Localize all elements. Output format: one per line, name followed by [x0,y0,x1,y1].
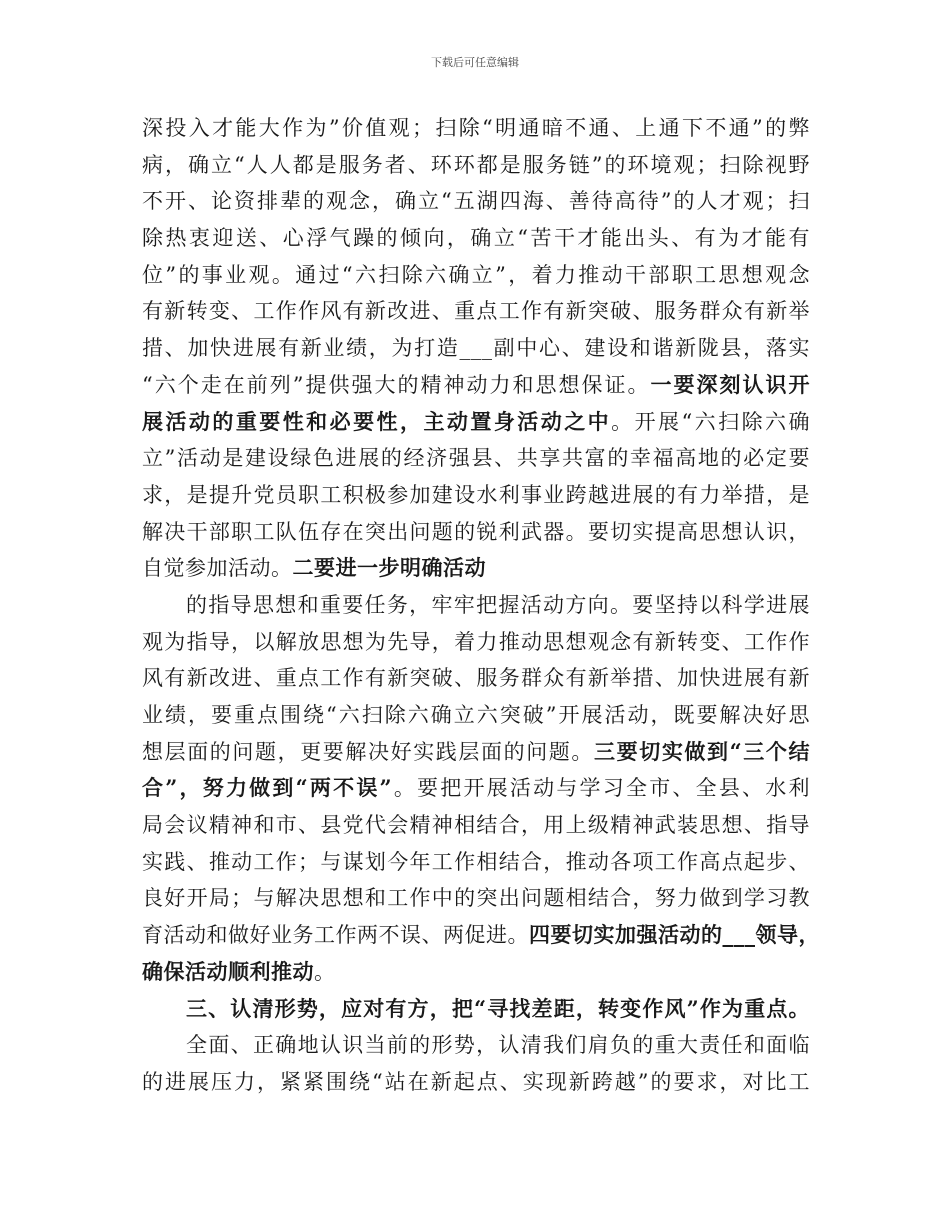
text-segment: 想层面的问题，更要解决好实践层面的问题。 [142,739,595,764]
text-line [142,293,810,330]
text-line [142,110,810,147]
text-line [142,991,810,1028]
text-segment: 风有新改进、重点工作有新突破、服务群众有新举措、加快进展有新 [142,666,810,691]
text-line [142,660,810,697]
text-line [142,1064,810,1101]
text-line [142,367,810,404]
text-segment: 求，是提升党员职工积极参加建设水利事业跨越进展的有力举措，是 [142,482,810,507]
text-segment: 自觉参加活动。 [142,556,293,581]
text-segment: 。 [314,959,336,984]
text-segment: 有新转变、工作作风有新改进、重点工作有新突破、服务群众有新举 [142,299,810,324]
text-line [142,697,810,734]
bold-text-segment: 二要进一步明确活动 [292,555,486,581]
bold-text-segment: 展活动的重要性和必要性，主动置身活动之中 [142,408,612,434]
text-line [142,954,810,991]
text-line [142,917,820,954]
bold-text-segment: 确保活动顺利推动 [142,958,314,984]
text-segment: 。要把开展活动与学习全市、全县、水利 [392,776,810,801]
text-segment: 立”活动是建设绿色进展的经济强县、共享共富的幸福高地的必定要 [142,446,810,471]
text-line [142,330,810,367]
text-line [142,624,810,661]
bold-text-segment: 三、认清形势，应对有方，把“寻找差距，转变作风”作为重点。 [186,995,810,1021]
bold-text-segment: 三要切实做到“三个结 [594,738,810,764]
text-line [142,477,810,514]
text-line [142,220,810,257]
text-line [142,257,810,294]
text-line [142,440,810,477]
page-header: 下载后可任意编辑 [431,56,519,69]
bold-text-segment: 一要深刻认识开 [650,371,810,397]
text-line [142,183,810,220]
text-segment: 措、加快进展有新业绩，为打造___副中心、建设和谐新陇县，落实 [142,336,810,361]
text-segment: 的进展压力，紧紧围绕“站在新起点、实现新跨越”的要求，对比工 [142,1069,810,1094]
text-segment: 的指导思想和重要任务，牢牢把握活动方向。要坚持以科学进展 [186,592,810,617]
text-segment: 。开展“六扫除六确 [611,409,810,434]
text-segment: 观为指导，以解放思想为先导，着力推动思想观念有新转变、工作作 [142,629,810,654]
text-line [142,147,810,184]
text-segment: 良好开局；与解决思想和工作中的突出问题相结合，努力做到学习教 [142,886,810,911]
bold-text-segment: 四要切实加强活动的___领导， [529,922,820,948]
text-segment: 不开、论资排辈的观念，确立“五湖四海、善待高待”的人才观；扫 [142,189,810,214]
text-segment: 全面、正确地认识当前的形势，认清我们肩负的重大责任和面临 [186,1033,810,1058]
text-segment: 实践、推动工作；与谋划今年工作相结合，推动各项工作高点起步、 [142,849,810,874]
text-line [142,587,810,624]
text-segment: 病，确立“人人都是服务者、环环都是服务链”的环境观；扫除视野 [142,152,810,177]
text-segment: 局会议精神和市、县党代会精神相结合，用上级精神武装思想、指导 [142,813,810,838]
document-body [142,110,820,1101]
text-segment: 位”的事业观。通过“六扫除六确立”，着力推动干部职工思想观念 [142,262,810,287]
text-line [142,514,810,551]
text-segment: 解决干部职工队伍存在突出问题的锐利武器。要切实提高思想认识， [142,519,810,544]
text-segment: 除热衷迎送、心浮气躁的倾向，确立“苦干才能出头、有为才能有 [142,226,810,251]
text-segment: 育活动和做好业务工作两不误、两促进。 [142,923,529,948]
text-segment: 深投入才能大作为”价值观；扫除“明通暗不通、上通下不通”的弊 [142,116,810,140]
text-line [142,734,810,771]
text-line [142,844,810,881]
text-line [142,807,810,844]
text-segment: “六个走在前列”提供强大的精神动力和思想保证。 [142,372,651,397]
text-line [142,404,810,441]
bold-text-segment: 合”，努力做到“两不误” [142,775,393,801]
text-segment: 业绩，要重点围绕“六扫除六确立六突破”开展活动，既要解决好思 [142,703,810,727]
text-line [142,1027,810,1064]
text-line [142,880,810,917]
text-line [142,770,810,807]
text-line [142,550,810,587]
